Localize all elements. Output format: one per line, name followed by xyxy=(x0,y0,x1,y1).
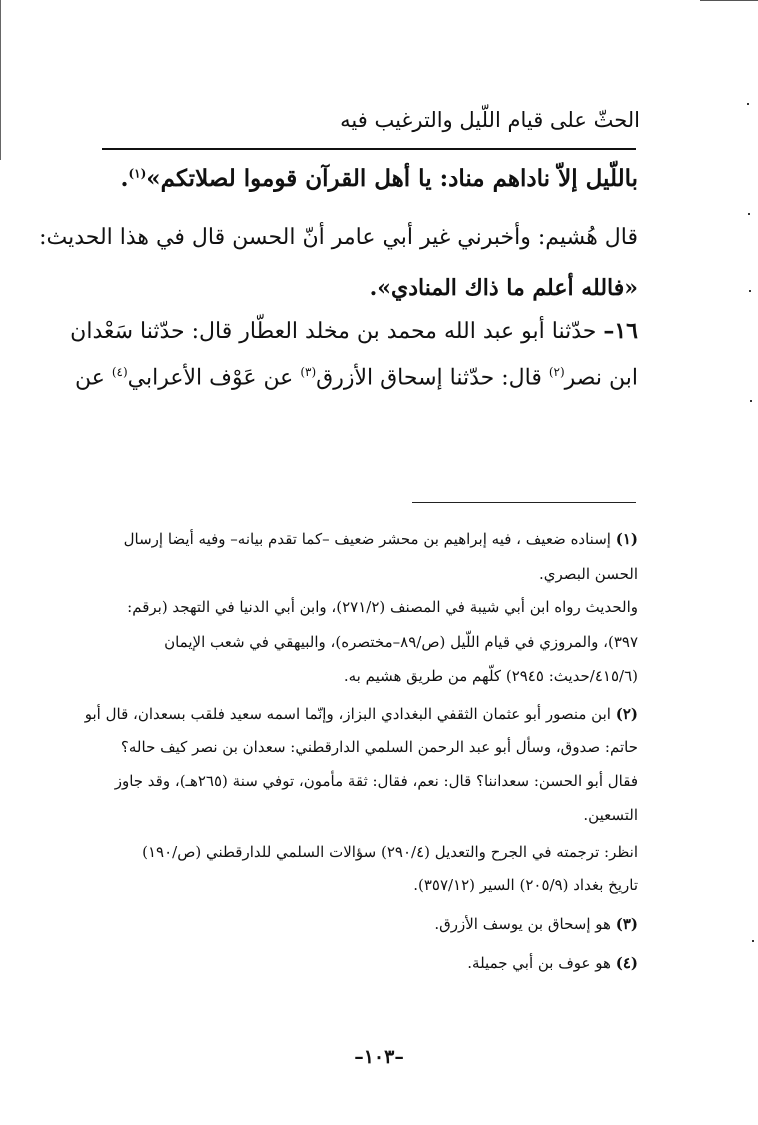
page-edge-left xyxy=(0,0,1,160)
scan-speck xyxy=(748,213,750,215)
scan-speck xyxy=(749,290,751,292)
footnote-2-line-2: حاتم: صدوق، وسأل أبو عبد الرحمن السلمي الدارقطني: سعدان بن نصر كيف حاله؟ xyxy=(120,738,638,756)
scan-speck xyxy=(750,400,752,402)
text-line-1 xyxy=(100,165,638,192)
footnote-2-line-1 xyxy=(84,705,638,723)
footnote-4-text: هو عوف بن أبي جميلة. xyxy=(467,954,611,972)
footnote-1-line-2: الحسن البصري. xyxy=(538,565,638,583)
text-line-4 xyxy=(70,318,638,344)
footnote-1-number: (١) xyxy=(615,530,638,548)
footnote-3-number: (٣) xyxy=(615,915,638,933)
footnote-ref-3: (٣) xyxy=(300,365,317,379)
running-header: الحثّ على قيام اللّيل والترغيب فيه xyxy=(340,108,640,132)
footnote-2-line-5: انظر: ترجمته في الجرح والتعديل (٢٩٠/٤) سؤالات السلمي للدارقطني (ص/١٩٠) xyxy=(142,843,638,861)
line-1-text: باللّيل إلاّ ناداهم مناد: يا أهل القرآن قوموا لصلاتكم» xyxy=(146,165,638,192)
footnote-2-line-6: تاريخ بغداد (٢٠٥/٩) السير (٣٥٧/١٢). xyxy=(413,876,638,894)
line-5-part-c: عن عَوْف الأعرابي xyxy=(127,365,301,391)
page-number: –١٠٣– xyxy=(354,1046,404,1068)
line-5-part-d: عن xyxy=(74,365,112,391)
footnote-1-text: إسناده ضعيف ، فيه إبراهيم بن محشر ضعيف –كما تقدم بيانه– وفيه أيضا إرسال xyxy=(123,530,611,548)
footnote-2-text: ابن منصور أبو عثمان الثقفي البغدادي البزاز، وإنّما اسمه سعيد فلقب بسعدان، قال أبو xyxy=(84,705,611,723)
footnote-3 xyxy=(100,915,638,933)
footnote-2-line-4: التسعين. xyxy=(583,806,638,824)
scan-speck xyxy=(747,103,749,105)
footnote-4-number: (٤) xyxy=(615,954,638,972)
text-line-3: «فالله أعلم ما ذاك المنادي». xyxy=(369,275,638,301)
footnote-4 xyxy=(100,954,638,972)
footnote-ref-2: (٢) xyxy=(548,365,565,379)
footnote-ref-4: (٤) xyxy=(111,365,128,379)
header-rule xyxy=(102,148,636,150)
page-edge-top xyxy=(700,0,758,1)
footnote-2-line-3: فقال أبو الحسن: سعداننا؟ قال: نعم، فقال: ثقة مأمون، توفي سنة (٢٦٥هـ)، وقد جاوز xyxy=(114,772,638,790)
footnote-1-line-1 xyxy=(100,530,638,548)
footnote-1-line-5: (٤١٥/٦/حديث: ٢٩٤٥) كلّهم من طريق هشيم به. xyxy=(343,667,638,685)
line-4-text: حدّثنا أبو عبد الله محمد بن مخلد العطّار قال: حدّثنا سَعْدان xyxy=(70,319,604,344)
line-5-part-b: قال: حدّثنا إسحاق الأزرق xyxy=(316,365,549,391)
text-line-5 xyxy=(74,365,638,391)
footnote-2-number: (٢) xyxy=(615,705,638,723)
hadith-number: ١٦– xyxy=(603,318,638,344)
text-line-2: قال هُشيم: وأخبرني غير أبي عامر أنّ الحسن قال في هذا الحديث: xyxy=(39,225,638,250)
footnote-1-line-3: والحديث رواه ابن أبي شيبة في المصنف (٢٧١/٢)، وابن أبي الدنيا في التهجد (برقم: xyxy=(127,598,638,616)
line-5-part-a: ابن نصر xyxy=(564,365,638,391)
line-1-end: . xyxy=(120,165,129,192)
scan-speck xyxy=(752,940,754,942)
footnote-3-text: هو إسحاق بن يوسف الأزرق. xyxy=(434,915,611,933)
footnote-separator xyxy=(412,502,636,503)
footnote-1-line-4: ٣٩٧)، والمروزي في قيام اللّيل (ص/٨٩–مختصره)، والبيهقي في شعب الإيمان xyxy=(164,633,638,651)
footnote-ref-1: (١) xyxy=(128,166,147,181)
